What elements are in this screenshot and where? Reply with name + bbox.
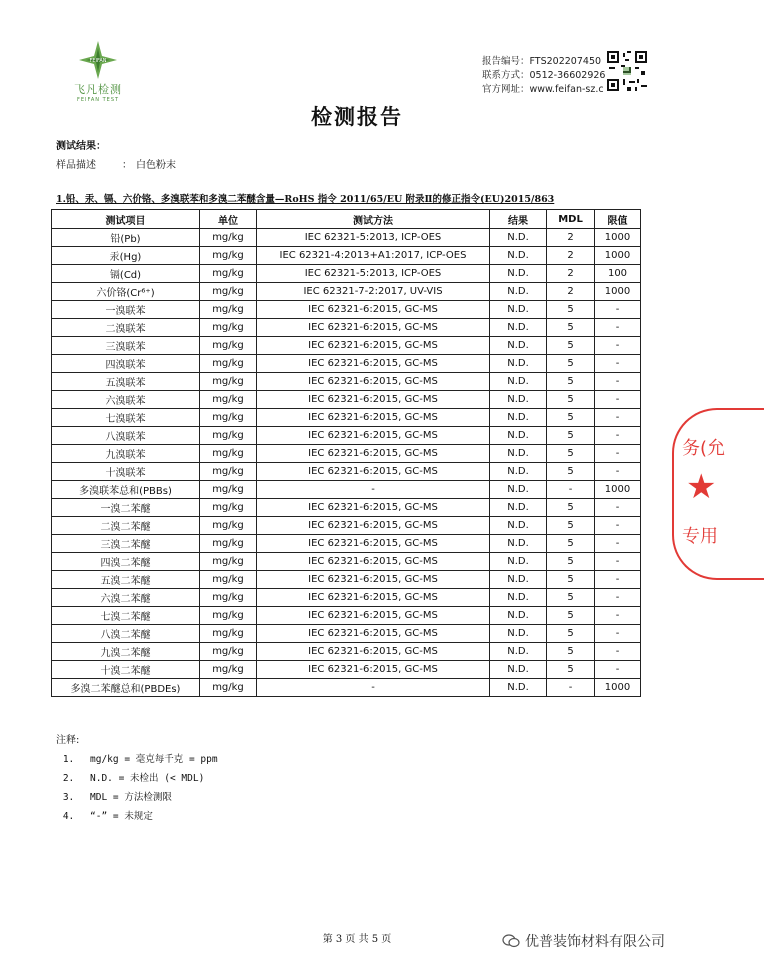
cell-limit: 1000 <box>595 247 641 265</box>
cell-mdl: 5 <box>547 445 595 463</box>
cell-result: N.D. <box>490 247 547 265</box>
cell-mdl: 5 <box>547 427 595 445</box>
cell-limit: - <box>595 571 641 589</box>
cell-unit: mg/kg <box>200 337 257 355</box>
cell-unit: mg/kg <box>200 301 257 319</box>
cell-limit: - <box>595 355 641 373</box>
cell-method: IEC 62321-6:2015, GC-MS <box>257 445 490 463</box>
cell-method: IEC 62321-6:2015, GC-MS <box>257 499 490 517</box>
cell-unit: mg/kg <box>200 427 257 445</box>
section-title: 1.铅、汞、镉、六价铬、多溴联苯和多溴二苯醚含量—RoHS 指令 2011/65/EU 附录Ⅱ的修正指令(EU)2015/863 <box>56 194 555 205</box>
cell-test-item: 八溴二苯醚 <box>52 625 200 643</box>
cell-mdl: - <box>547 679 595 697</box>
official-seal <box>672 408 764 580</box>
table-row <box>52 517 641 535</box>
header-method: 测试方法 <box>257 210 490 229</box>
cell-mdl: 5 <box>547 463 595 481</box>
table-row <box>52 625 641 643</box>
cell-result: N.D. <box>490 463 547 481</box>
cell-unit: mg/kg <box>200 463 257 481</box>
cell-unit: mg/kg <box>200 229 257 247</box>
results-table <box>51 209 641 697</box>
cell-result: N.D. <box>490 445 547 463</box>
note-item: 2. N.D. = 未检出 (< MDL) <box>80 769 218 788</box>
cell-result: N.D. <box>490 625 547 643</box>
sample-description <box>56 156 176 171</box>
cell-result: N.D. <box>490 661 547 679</box>
cell-unit: mg/kg <box>200 553 257 571</box>
logo-name-en: FEIFAN TEST <box>76 97 120 103</box>
cell-unit: mg/kg <box>200 481 257 499</box>
cell-result: N.D. <box>490 301 547 319</box>
cell-limit: - <box>595 499 641 517</box>
cell-method: IEC 62321-6:2015, GC-MS <box>257 517 490 535</box>
cell-limit: - <box>595 553 641 571</box>
cell-result: N.D. <box>490 391 547 409</box>
cell-method: IEC 62321-6:2015, GC-MS <box>257 391 490 409</box>
cell-limit: - <box>595 391 641 409</box>
cell-unit: mg/kg <box>200 265 257 283</box>
logo-star-icon <box>78 40 118 80</box>
cell-test-item: 三溴二苯醚 <box>52 535 200 553</box>
cell-result: N.D. <box>490 409 547 427</box>
cell-limit: - <box>595 301 641 319</box>
page-title: 检测报告 <box>311 104 403 129</box>
cell-limit: - <box>595 445 641 463</box>
cell-method: - <box>257 481 490 499</box>
cell-unit: mg/kg <box>200 355 257 373</box>
cell-method: IEC 62321-6:2015, GC-MS <box>257 301 490 319</box>
cell-unit: mg/kg <box>200 247 257 265</box>
table-row <box>52 427 641 445</box>
cell-unit: mg/kg <box>200 535 257 553</box>
cell-limit: - <box>595 427 641 445</box>
table-row <box>52 445 641 463</box>
cell-result: N.D. <box>490 355 547 373</box>
cell-mdl: 5 <box>547 535 595 553</box>
cell-result: N.D. <box>490 319 547 337</box>
report-number: 报告编号：FTS202207450 <box>482 56 602 67</box>
cell-limit: - <box>595 661 641 679</box>
cell-test-item: 多溴二苯醚总和(PBDEs) <box>52 679 200 697</box>
cell-method: IEC 62321-6:2015, GC-MS <box>257 589 490 607</box>
cell-method: IEC 62321-6:2015, GC-MS <box>257 643 490 661</box>
cell-method: IEC 62321-6:2015, GC-MS <box>257 337 490 355</box>
cell-method: IEC 62321-6:2015, GC-MS <box>257 463 490 481</box>
cell-test-item: 一溴联苯 <box>52 301 200 319</box>
table-row <box>52 301 641 319</box>
cell-result: N.D. <box>490 265 547 283</box>
cell-mdl: 5 <box>547 301 595 319</box>
cell-mdl: 5 <box>547 319 595 337</box>
cell-method: IEC 62321-4:2013+A1:2017, ICP-OES <box>257 247 490 265</box>
cell-limit: - <box>595 643 641 661</box>
cell-test-item: 三溴联苯 <box>52 337 200 355</box>
cell-test-item: 五溴二苯醚 <box>52 571 200 589</box>
table-row <box>52 463 641 481</box>
website: 官方网址：www.feifan-sz.c <box>482 84 604 95</box>
header-test-item: 测试项目 <box>52 210 200 229</box>
cell-limit: - <box>595 625 641 643</box>
cell-test-item: 九溴二苯醚 <box>52 643 200 661</box>
table-row <box>52 355 641 373</box>
cell-test-item: 六溴二苯醚 <box>52 589 200 607</box>
cell-mdl: 5 <box>547 337 595 355</box>
sample-value: 白色粉末 <box>136 160 176 171</box>
cell-test-item: 八溴联苯 <box>52 427 200 445</box>
cell-result: N.D. <box>490 553 547 571</box>
seal-text-bottom: 专用 <box>682 526 718 547</box>
cell-method: IEC 62321-7-2:2017, UV-VIS <box>257 283 490 301</box>
cell-unit: mg/kg <box>200 625 257 643</box>
cell-unit: mg/kg <box>200 499 257 517</box>
cell-result: N.D. <box>490 373 547 391</box>
report-header-info <box>482 55 605 97</box>
cell-result: N.D. <box>490 283 547 301</box>
cell-test-item: 镉(Cd) <box>52 265 200 283</box>
cell-unit: mg/kg <box>200 679 257 697</box>
table-row <box>52 409 641 427</box>
table-row <box>52 679 641 697</box>
cell-method: IEC 62321-6:2015, GC-MS <box>257 607 490 625</box>
cell-mdl: 2 <box>547 229 595 247</box>
sample-separator: ： <box>122 160 132 171</box>
note-item: 4. “-” = 未规定 <box>80 807 218 826</box>
note-item: 3. MDL = 方法检测限 <box>80 788 218 807</box>
cell-unit: mg/kg <box>200 409 257 427</box>
cell-limit: - <box>595 409 641 427</box>
wechat-icon <box>502 934 520 948</box>
cell-method: IEC 62321-5:2013, ICP-OES <box>257 265 490 283</box>
cell-mdl: 5 <box>547 571 595 589</box>
results-label: 测试结果： <box>56 141 106 152</box>
cell-mdl: 5 <box>547 643 595 661</box>
cell-test-item: 四溴二苯醚 <box>52 553 200 571</box>
cell-test-item: 二溴联苯 <box>52 319 200 337</box>
cell-mdl: 5 <box>547 589 595 607</box>
cell-mdl: 5 <box>547 553 595 571</box>
cell-method: IEC 62321-6:2015, GC-MS <box>257 553 490 571</box>
cell-result: N.D. <box>490 229 547 247</box>
table-row <box>52 319 641 337</box>
cell-method: IEC 62321-6:2015, GC-MS <box>257 535 490 553</box>
page-number: 第 3 页 共 5 页 <box>322 934 392 945</box>
cell-mdl: 5 <box>547 391 595 409</box>
notes-label: 注释: <box>56 735 80 746</box>
cell-mdl: 5 <box>547 373 595 391</box>
table-row <box>52 553 641 571</box>
cell-result: N.D. <box>490 499 547 517</box>
table-row <box>52 247 641 265</box>
cell-limit: 1000 <box>595 679 641 697</box>
cell-limit: - <box>595 607 641 625</box>
cell-limit: 1000 <box>595 283 641 301</box>
wechat-watermark <box>502 931 665 951</box>
qr-code-icon <box>607 51 647 91</box>
cell-limit: 1000 <box>595 229 641 247</box>
cell-limit: - <box>595 517 641 535</box>
cell-result: N.D. <box>490 571 547 589</box>
cell-unit: mg/kg <box>200 571 257 589</box>
table-row <box>52 571 641 589</box>
cell-test-item: 四溴联苯 <box>52 355 200 373</box>
header-mdl: MDL <box>547 210 595 229</box>
cell-result: N.D. <box>490 337 547 355</box>
seal-text-top: 务(允 <box>682 438 726 459</box>
table-row <box>52 535 641 553</box>
table-row <box>52 373 641 391</box>
cell-result: N.D. <box>490 679 547 697</box>
cell-test-item: 二溴二苯醚 <box>52 517 200 535</box>
cell-limit: - <box>595 337 641 355</box>
cell-method: IEC 62321-6:2015, GC-MS <box>257 571 490 589</box>
cell-unit: mg/kg <box>200 445 257 463</box>
cell-unit: mg/kg <box>200 391 257 409</box>
table-row <box>52 337 641 355</box>
cell-unit: mg/kg <box>200 661 257 679</box>
cell-unit: mg/kg <box>200 643 257 661</box>
cell-test-item: 汞(Hg) <box>52 247 200 265</box>
table-row <box>52 265 641 283</box>
cell-mdl: 2 <box>547 265 595 283</box>
cell-mdl: - <box>547 481 595 499</box>
company-logo <box>66 40 130 110</box>
logo-mark: FEIFAN <box>89 58 107 64</box>
table-row <box>52 607 641 625</box>
table-row <box>52 481 641 499</box>
seal-star-icon: ★ <box>686 467 717 507</box>
cell-test-item: 一溴二苯醚 <box>52 499 200 517</box>
cell-mdl: 2 <box>547 247 595 265</box>
cell-mdl: 5 <box>547 499 595 517</box>
cell-method: IEC 62321-6:2015, GC-MS <box>257 409 490 427</box>
cell-mdl: 5 <box>547 607 595 625</box>
cell-mdl: 5 <box>547 355 595 373</box>
watermark-text: 优普装饰材料有限公司 <box>525 934 665 950</box>
cell-test-item: 六溴联苯 <box>52 391 200 409</box>
table-row <box>52 391 641 409</box>
cell-result: N.D. <box>490 427 547 445</box>
header-unit: 单位 <box>200 210 257 229</box>
cell-result: N.D. <box>490 517 547 535</box>
cell-test-item: 九溴联苯 <box>52 445 200 463</box>
cell-result: N.D. <box>490 535 547 553</box>
cell-method: IEC 62321-5:2013, ICP-OES <box>257 229 490 247</box>
cell-method: IEC 62321-6:2015, GC-MS <box>257 373 490 391</box>
cell-unit: mg/kg <box>200 517 257 535</box>
cell-mdl: 2 <box>547 283 595 301</box>
cell-method: IEC 62321-6:2015, GC-MS <box>257 355 490 373</box>
table-header-row <box>52 210 641 229</box>
cell-test-item: 十溴联苯 <box>52 463 200 481</box>
cell-limit: - <box>595 535 641 553</box>
contact-phone: 联系方式：0512-36602926 <box>482 70 606 81</box>
cell-unit: mg/kg <box>200 283 257 301</box>
cell-limit: 1000 <box>595 481 641 499</box>
cell-result: N.D. <box>490 589 547 607</box>
cell-method: - <box>257 679 490 697</box>
cell-mdl: 5 <box>547 625 595 643</box>
table-row <box>52 283 641 301</box>
cell-test-item: 铅(Pb) <box>52 229 200 247</box>
cell-test-item: 七溴联苯 <box>52 409 200 427</box>
table-row <box>52 661 641 679</box>
cell-limit: - <box>595 589 641 607</box>
cell-unit: mg/kg <box>200 589 257 607</box>
header-result: 结果 <box>490 210 547 229</box>
cell-test-item: 六价铬(Cr⁶⁺) <box>52 283 200 301</box>
cell-test-item: 十溴二苯醚 <box>52 661 200 679</box>
cell-limit: 100 <box>595 265 641 283</box>
cell-mdl: 5 <box>547 517 595 535</box>
cell-result: N.D. <box>490 607 547 625</box>
cell-test-item: 五溴联苯 <box>52 373 200 391</box>
cell-limit: - <box>595 319 641 337</box>
cell-method: IEC 62321-6:2015, GC-MS <box>257 319 490 337</box>
table-row <box>52 643 641 661</box>
cell-unit: mg/kg <box>200 373 257 391</box>
table-row <box>52 499 641 517</box>
cell-unit: mg/kg <box>200 319 257 337</box>
notes <box>56 731 218 826</box>
logo-name-cn: 飞凡检测 <box>74 83 122 96</box>
cell-result: N.D. <box>490 481 547 499</box>
cell-limit: - <box>595 463 641 481</box>
cell-mdl: 5 <box>547 409 595 427</box>
table-row <box>52 229 641 247</box>
cell-mdl: 5 <box>547 661 595 679</box>
cell-limit: - <box>595 373 641 391</box>
cell-test-item: 多溴联苯总和(PBBs) <box>52 481 200 499</box>
cell-test-item: 七溴二苯醚 <box>52 607 200 625</box>
cell-unit: mg/kg <box>200 607 257 625</box>
note-item: 1. mg/kg = 毫克每千克 = ppm <box>80 750 218 769</box>
header-limit: 限值 <box>595 210 641 229</box>
cell-method: IEC 62321-6:2015, GC-MS <box>257 427 490 445</box>
cell-method: IEC 62321-6:2015, GC-MS <box>257 661 490 679</box>
cell-method: IEC 62321-6:2015, GC-MS <box>257 625 490 643</box>
sample-label: 样品描述 <box>56 160 96 171</box>
cell-result: N.D. <box>490 643 547 661</box>
table-row <box>52 589 641 607</box>
